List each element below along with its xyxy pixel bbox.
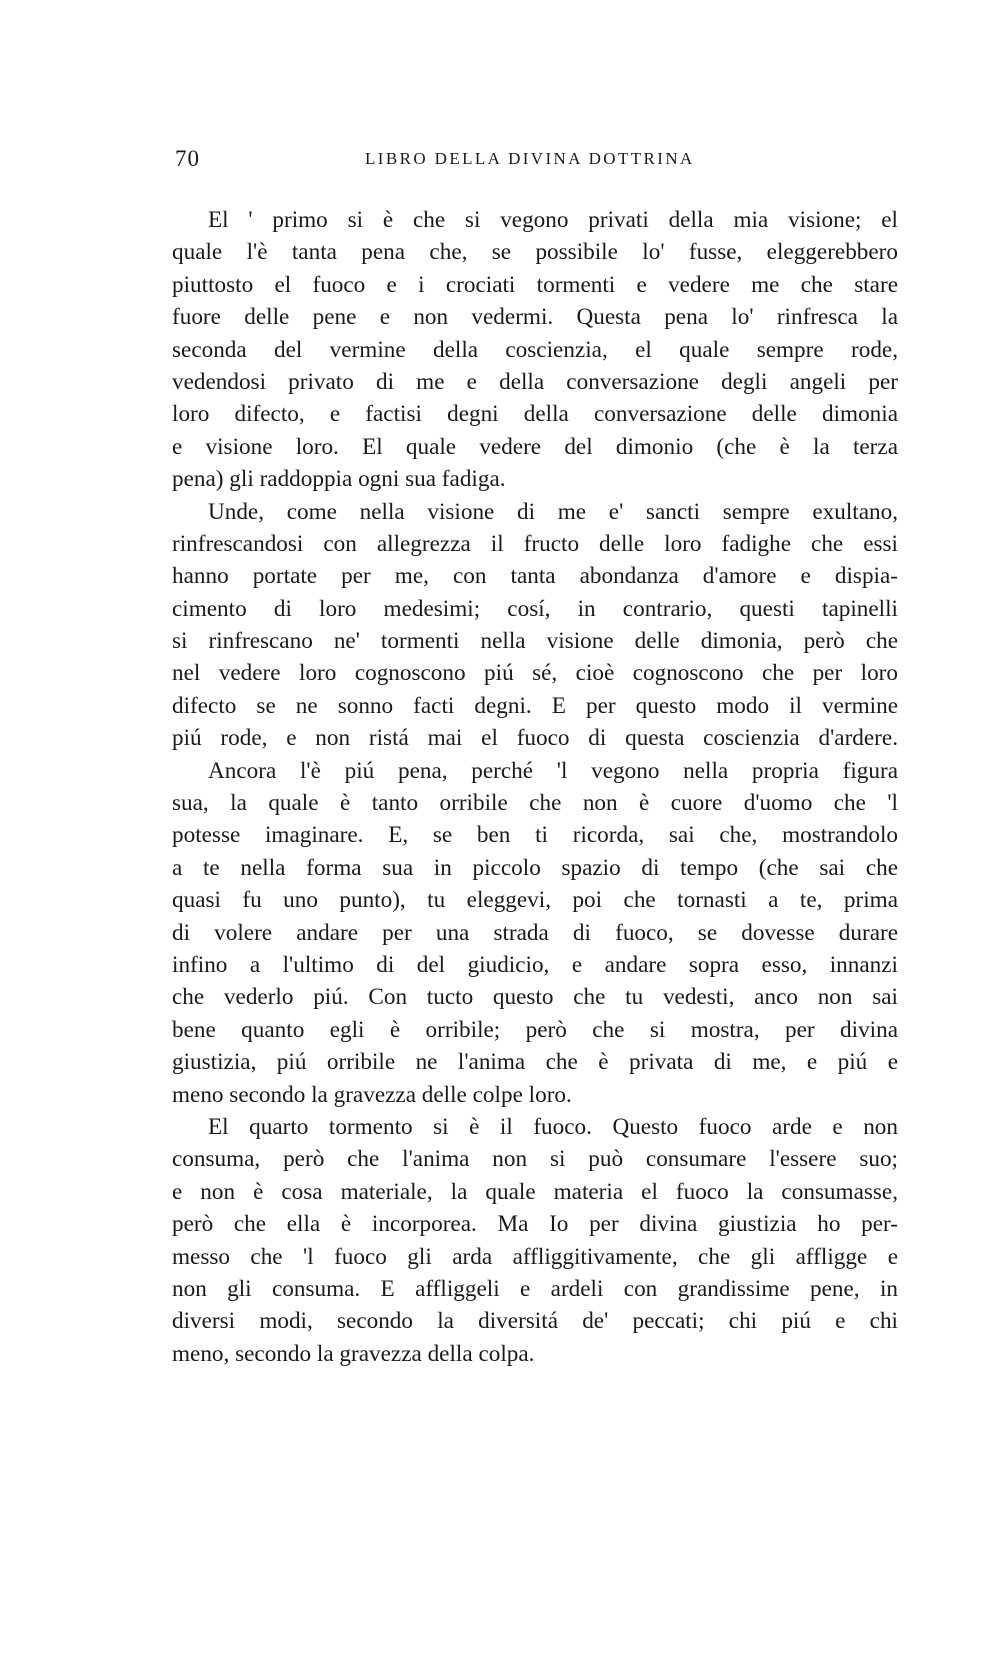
text-line: di volere andare per una strada di fuoco, se dovesse durare — [172, 919, 898, 946]
text-line: seconda del vermine della coscienzia, el quale sempre rode, — [172, 336, 898, 363]
text-line: si rinfrescano ne' tormenti nella visione delle dimonia, però che — [172, 628, 898, 655]
text-line: fuore delle pene e non vedermi. Questa pena lo' rinfresca la — [172, 304, 898, 331]
text-line: El quarto tormento si è il fuoco. Questo fuoco arde e non — [208, 1113, 898, 1140]
text-line: Ancora l'è piú pena, perché 'l vegono nella propria figura — [208, 757, 898, 784]
text-line: sua, la quale è tanto orribile che non è cuore d'uomo che 'l — [172, 790, 898, 817]
text-line: e visione loro. El quale vedere del dimonio (che è la terza — [172, 433, 898, 460]
running-title: LIBRO DELLA DIVINA DOTTRINA — [365, 149, 695, 168]
text-line: cimento di loro medesimi; cosí, in contrario, questi tapinelli — [172, 595, 898, 622]
text-line: infino a l'ultimo di del giudicio, e andare sopra esso, innanzi — [172, 951, 898, 978]
body-text — [172, 204, 898, 1370]
text-line: non gli consuma. E affliggeli e ardeli con grandissime pene, in — [172, 1275, 898, 1302]
text-line: El ' primo si è che si vegono privati della mia visione; el — [208, 207, 898, 233]
text-line: rinfrescandosi con allegrezza il fructo delle loro fadighe che essi — [172, 530, 898, 557]
running-head — [175, 146, 895, 176]
text-line: piuttosto el fuoco e i crociati tormenti e vedere me che stare — [172, 271, 898, 298]
text-line: quale l'è tanta pena che, se possibile lo' fusse, eleggerebbero — [172, 239, 898, 266]
text-line: però che ella è incorporea. Ma Io per divina giustizia ho per- — [172, 1211, 898, 1238]
text-line: vedendosi privato di me e della conversazione degli angeli per — [172, 368, 898, 395]
text-line: diversi modi, secondo la diversitá de' peccati; chi piú e chi — [172, 1308, 898, 1335]
text-line: a te nella forma sua in piccolo spazio di tempo (che sai che — [172, 854, 898, 881]
text-line: che vederlo piú. Con tucto questo che tu vedesti, anco non sai — [172, 984, 898, 1011]
text-line: consuma, però che l'anima non si può consumare l'essere suo; — [172, 1146, 898, 1173]
text-line: loro difecto, e factisi degni della conversazione delle dimonia — [172, 401, 898, 428]
page-number: 70 — [175, 146, 200, 171]
text-line: quasi fu uno punto), tu eleggevi, poi che tornasti a te, prima — [172, 887, 898, 914]
text-line: giustizia, piú orribile ne l'anima che è privata di me, e piú e — [172, 1049, 898, 1076]
text-line: meno, secondo la gravezza della colpa. — [172, 1340, 535, 1367]
text-line: hanno portate per me, con tanta abondanza d'amore e dispia- — [172, 563, 898, 590]
text-line: difecto se ne sonno facti degni. E per questo modo il vermine — [172, 692, 898, 719]
text-line: piú rode, e non ristá mai el fuoco di questa coscienzia d'ardere. — [172, 725, 898, 752]
text-line: bene quanto egli è orribile; però che si mostra, per divina — [172, 1016, 898, 1043]
text-line: Unde, come nella visione di me e' sancti sempre exultano, — [208, 498, 898, 525]
text-line: meno secondo la gravezza delle colpe loro. — [172, 1081, 572, 1108]
text-line: e non è cosa materiale, la quale materia el fuoco la consumasse, — [172, 1178, 898, 1205]
text-line: pena) gli raddoppia ogni sua fadiga. — [172, 466, 506, 493]
text-line: messo che 'l fuoco gli arda affliggitivamente, che gli affligge e — [172, 1243, 898, 1270]
text-line: nel vedere loro cognoscono piú sé, cioè cognoscono che per loro — [172, 660, 898, 687]
text-line: potesse imaginare. E, se ben ti ricorda, sai che, mostrandolo — [172, 822, 898, 849]
